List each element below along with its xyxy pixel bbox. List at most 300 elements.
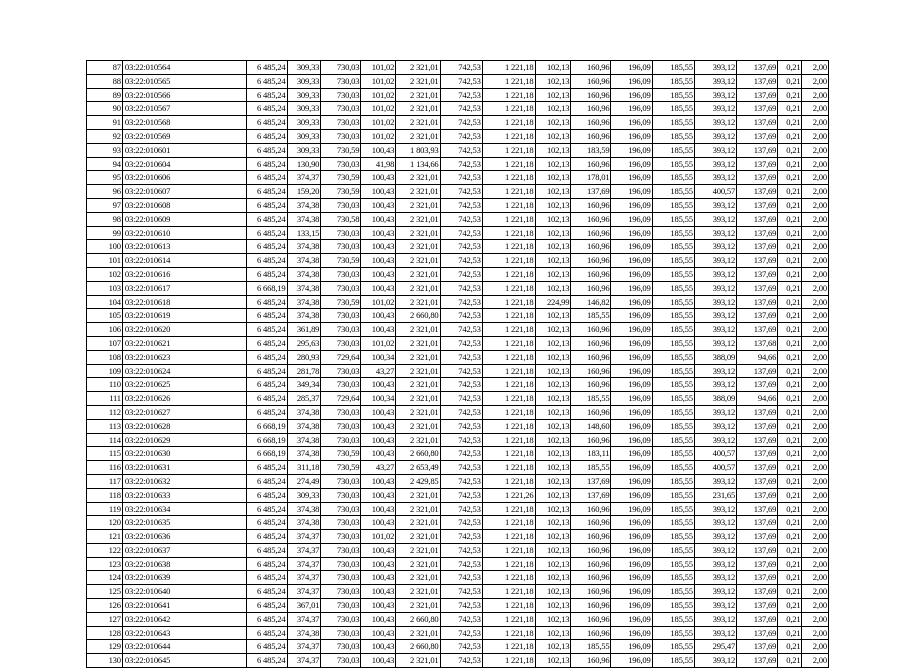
value-cell: 393,12 [694,654,736,668]
table-row [87,419,829,433]
value-cell: 100,43 [361,185,396,199]
value-cell: 1 221,18 [482,516,535,530]
value-cell: 393,12 [694,378,736,392]
value-cell: 374,38 [287,281,321,295]
value-cell: 100,43 [361,612,396,626]
value-cell: 393,12 [694,626,736,640]
value-cell: 137,69 [737,599,778,613]
value-cell: 374,38 [287,447,321,461]
code-cell: 03:22:010626 [122,392,247,406]
value-cell: 101,02 [361,129,396,143]
value-cell: 742,53 [440,212,482,226]
value-cell: 102,13 [535,516,571,530]
value-cell: 160,96 [571,240,611,254]
value-cell: 100,43 [361,502,396,516]
value-cell: 374,38 [287,405,321,419]
value-cell: 2,00 [802,212,829,226]
value-cell: 1 221,18 [482,240,535,254]
value-cell: 102,13 [535,143,571,157]
value-cell: 742,53 [440,640,482,654]
value-cell: 160,96 [571,226,611,240]
row-number-cell: 126 [87,599,123,613]
value-cell: 0,21 [778,654,802,668]
value-cell: 2,00 [802,350,829,364]
value-cell: 0,21 [778,240,802,254]
value-cell: 2 321,01 [396,516,440,530]
value-cell: 374,37 [287,571,321,585]
value-cell: 730,03 [321,267,361,281]
value-cell: 6 485,24 [247,267,287,281]
value-cell: 2 321,01 [396,171,440,185]
value-cell: 309,33 [287,74,321,88]
value-cell: 2,00 [802,543,829,557]
table-row [87,626,829,640]
code-cell: 03:22:010614 [122,254,247,268]
row-number-cell: 127 [87,612,123,626]
value-cell: 393,12 [694,336,736,350]
value-cell: 137,69 [737,543,778,557]
value-cell: 274,49 [287,474,321,488]
value-cell: 100,43 [361,599,396,613]
value-cell: 400,57 [694,447,736,461]
value-cell: 137,69 [737,267,778,281]
value-cell: 137,69 [737,74,778,88]
value-cell: 137,69 [737,309,778,323]
value-cell: 742,53 [440,654,482,668]
value-cell: 196,09 [611,212,652,226]
value-cell: 393,12 [694,143,736,157]
row-number-cell: 116 [87,461,123,475]
value-cell: 185,55 [652,378,694,392]
value-cell: 2,00 [802,461,829,475]
table-row [87,88,829,102]
row-number-cell: 103 [87,281,123,295]
value-cell: 102,13 [535,171,571,185]
value-cell: 742,53 [440,102,482,116]
value-cell: 2,00 [802,240,829,254]
value-cell: 374,37 [287,530,321,544]
code-cell: 03:22:010620 [122,323,247,337]
value-cell: 133,15 [287,226,321,240]
value-cell: 160,96 [571,626,611,640]
value-cell: 196,09 [611,281,652,295]
value-cell: 393,12 [694,254,736,268]
code-cell: 03:22:010634 [122,502,247,516]
value-cell: 6 485,24 [247,336,287,350]
value-cell: 6 485,24 [247,474,287,488]
value-cell: 730,03 [321,599,361,613]
value-cell: 2 321,01 [396,185,440,199]
value-cell: 730,03 [321,612,361,626]
value-cell: 2,00 [802,571,829,585]
value-cell: 196,09 [611,612,652,626]
value-cell: 730,03 [321,240,361,254]
value-cell: 0,21 [778,185,802,199]
value-cell: 185,55 [652,323,694,337]
value-cell: 160,96 [571,198,611,212]
value-cell: 393,12 [694,267,736,281]
value-cell: 742,53 [440,433,482,447]
value-cell: 2 321,01 [396,502,440,516]
value-cell: 137,69 [737,185,778,199]
value-cell: 160,96 [571,502,611,516]
value-cell: 2,00 [802,530,829,544]
value-cell: 137,69 [737,405,778,419]
value-cell: 137,69 [737,378,778,392]
value-cell: 94,66 [737,350,778,364]
row-number-cell: 115 [87,447,123,461]
value-cell: 102,13 [535,461,571,475]
code-cell: 03:22:010628 [122,419,247,433]
value-cell: 137,68 [737,336,778,350]
value-cell: 388,09 [694,392,736,406]
table-row [87,364,829,378]
value-cell: 137,69 [737,640,778,654]
value-cell: 101,02 [361,61,396,75]
value-cell: 0,21 [778,488,802,502]
value-cell: 196,09 [611,350,652,364]
value-cell: 1 221,18 [482,198,535,212]
code-cell: 03:22:010623 [122,350,247,364]
code-cell: 03:22:010601 [122,143,247,157]
value-cell: 2,00 [802,336,829,350]
row-number-cell: 120 [87,516,123,530]
code-cell: 03:22:010637 [122,543,247,557]
value-cell: 281,78 [287,364,321,378]
row-number-cell: 94 [87,157,123,171]
table-row [87,336,829,350]
value-cell: 102,13 [535,364,571,378]
value-cell: 185,55 [652,295,694,309]
value-cell: 374,38 [287,419,321,433]
value-cell: 100,43 [361,405,396,419]
row-number-cell: 124 [87,571,123,585]
value-cell: 160,96 [571,116,611,130]
value-cell: 1 221,18 [482,116,535,130]
table-row [87,74,829,88]
value-cell: 730,03 [321,502,361,516]
row-number-cell: 125 [87,585,123,599]
value-cell: 730,59 [321,143,361,157]
value-cell: 100,43 [361,171,396,185]
code-cell: 03:22:010643 [122,626,247,640]
value-cell: 2 321,01 [396,212,440,226]
value-cell: 2,00 [802,599,829,613]
value-cell: 393,12 [694,295,736,309]
value-cell: 196,09 [611,654,652,668]
value-cell: 2,00 [802,102,829,116]
table-row [87,571,829,585]
value-cell: 729,64 [321,350,361,364]
value-cell: 730,03 [321,157,361,171]
value-cell: 2,00 [802,281,829,295]
value-cell: 0,21 [778,309,802,323]
value-cell: 100,43 [361,267,396,281]
value-cell: 137,69 [737,571,778,585]
value-cell: 374,38 [287,212,321,226]
value-cell: 2,00 [802,157,829,171]
value-cell: 137,69 [737,585,778,599]
value-cell: 0,21 [778,557,802,571]
value-cell: 2,00 [802,364,829,378]
value-cell: 196,09 [611,433,652,447]
value-cell: 400,57 [694,185,736,199]
value-cell: 730,59 [321,461,361,475]
value-cell: 2,00 [802,323,829,337]
value-cell: 6 485,24 [247,212,287,226]
value-cell: 374,37 [287,557,321,571]
value-cell: 2 321,01 [396,74,440,88]
value-cell: 0,21 [778,530,802,544]
value-cell: 185,55 [652,599,694,613]
value-cell: 730,59 [321,447,361,461]
value-cell: 102,13 [535,585,571,599]
value-cell: 393,12 [694,129,736,143]
value-cell: 1 221,18 [482,626,535,640]
value-cell: 196,09 [611,240,652,254]
value-cell: 6 485,24 [247,61,287,75]
value-cell: 196,09 [611,419,652,433]
value-cell: 2,00 [802,254,829,268]
value-cell: 100,43 [361,281,396,295]
value-cell: 374,38 [287,516,321,530]
code-cell: 03:22:010642 [122,612,247,626]
table-row [87,198,829,212]
code-cell: 03:22:010565 [122,74,247,88]
value-cell: 6 485,24 [247,185,287,199]
value-cell: 742,53 [440,571,482,585]
value-cell: 742,53 [440,502,482,516]
value-cell: 102,13 [535,612,571,626]
value-cell: 2 321,01 [396,626,440,640]
value-cell: 100,34 [361,350,396,364]
value-cell: 2,00 [802,378,829,392]
value-cell: 102,13 [535,474,571,488]
table-row [87,530,829,544]
value-cell: 2 660,80 [396,612,440,626]
value-cell: 2,00 [802,309,829,323]
value-cell: 742,53 [440,392,482,406]
value-cell: 196,09 [611,157,652,171]
value-cell: 100,43 [361,543,396,557]
value-cell: 6 485,24 [247,378,287,392]
row-number-cell: 102 [87,267,123,281]
code-cell: 03:22:010568 [122,116,247,130]
value-cell: 160,96 [571,61,611,75]
value-cell: 1 221,18 [482,474,535,488]
value-cell: 2,00 [802,419,829,433]
value-cell: 185,55 [652,198,694,212]
value-cell: 1 221,18 [482,392,535,406]
code-cell: 03:22:010636 [122,530,247,544]
table-row [87,143,829,157]
row-number-cell: 91 [87,116,123,130]
value-cell: 742,53 [440,516,482,530]
table-row [87,640,829,654]
value-cell: 137,69 [737,116,778,130]
value-cell: 6 485,24 [247,585,287,599]
value-cell: 160,96 [571,102,611,116]
value-cell: 6 485,24 [247,74,287,88]
value-cell: 6 485,24 [247,640,287,654]
value-cell: 137,69 [737,212,778,226]
row-number-cell: 111 [87,392,123,406]
value-cell: 2 321,01 [396,198,440,212]
value-cell: 6 485,24 [247,129,287,143]
value-cell: 137,69 [737,612,778,626]
value-cell: 742,53 [440,74,482,88]
value-cell: 160,96 [571,557,611,571]
value-cell: 102,13 [535,571,571,585]
value-cell: 137,69 [737,61,778,75]
value-cell: 1 221,18 [482,185,535,199]
value-cell: 730,03 [321,88,361,102]
table-row [87,323,829,337]
value-cell: 2,00 [802,474,829,488]
value-cell: 160,96 [571,323,611,337]
value-cell: 100,43 [361,640,396,654]
value-cell: 2,00 [802,171,829,185]
value-cell: 185,55 [652,254,694,268]
value-cell: 393,12 [694,88,736,102]
value-cell: 393,12 [694,599,736,613]
row-number-cell: 118 [87,488,123,502]
value-cell: 185,55 [652,88,694,102]
value-cell: 742,53 [440,129,482,143]
value-cell: 295,47 [694,640,736,654]
value-cell: 196,09 [611,392,652,406]
table-row [87,185,829,199]
value-cell: 742,53 [440,419,482,433]
value-cell: 185,55 [652,516,694,530]
value-cell: 137,69 [737,557,778,571]
value-cell: 185,55 [652,530,694,544]
value-cell: 742,53 [440,557,482,571]
value-cell: 730,03 [321,516,361,530]
value-cell: 730,03 [321,433,361,447]
value-cell: 730,03 [321,530,361,544]
value-cell: 730,03 [321,102,361,116]
value-cell: 196,09 [611,461,652,475]
value-cell: 2 660,80 [396,640,440,654]
value-cell: 43,27 [361,364,396,378]
value-cell: 6 485,24 [247,295,287,309]
value-cell: 102,13 [535,392,571,406]
value-cell: 6 485,24 [247,654,287,668]
value-cell: 160,96 [571,336,611,350]
value-cell: 730,03 [321,405,361,419]
value-cell: 1 221,18 [482,171,535,185]
value-cell: 6 485,24 [247,171,287,185]
value-cell: 185,55 [652,364,694,378]
code-cell: 03:22:010617 [122,281,247,295]
value-cell: 196,09 [611,171,652,185]
value-cell: 160,96 [571,129,611,143]
value-cell: 0,21 [778,433,802,447]
value-cell: 148,60 [571,419,611,433]
value-cell: 374,38 [287,502,321,516]
value-cell: 0,21 [778,116,802,130]
value-cell: 730,03 [321,557,361,571]
value-cell: 100,43 [361,309,396,323]
value-cell: 196,09 [611,543,652,557]
value-cell: 160,96 [571,254,611,268]
value-cell: 742,53 [440,350,482,364]
value-cell: 137,69 [737,447,778,461]
value-cell: 730,03 [321,309,361,323]
value-cell: 0,21 [778,392,802,406]
value-cell: 2 321,01 [396,571,440,585]
value-cell: 185,55 [652,350,694,364]
value-cell: 185,55 [652,626,694,640]
row-number-cell: 89 [87,88,123,102]
row-number-cell: 123 [87,557,123,571]
value-cell: 2 321,01 [396,61,440,75]
value-cell: 102,13 [535,240,571,254]
value-cell: 101,02 [361,102,396,116]
row-number-cell: 128 [87,626,123,640]
value-cell: 1 221,18 [482,585,535,599]
value-cell: 6 485,24 [247,364,287,378]
value-cell: 374,37 [287,585,321,599]
value-cell: 137,69 [737,516,778,530]
value-cell: 100,43 [361,323,396,337]
code-cell: 03:22:010641 [122,599,247,613]
value-cell: 101,02 [361,74,396,88]
value-cell: 101,02 [361,116,396,130]
value-cell: 102,13 [535,502,571,516]
value-cell: 102,13 [535,543,571,557]
value-cell: 393,12 [694,309,736,323]
code-cell: 03:22:010627 [122,405,247,419]
value-cell: 1 221,18 [482,599,535,613]
value-cell: 2 321,01 [396,336,440,350]
value-cell: 196,09 [611,116,652,130]
value-cell: 2 321,01 [396,240,440,254]
value-cell: 374,38 [287,267,321,281]
value-cell: 6 668,19 [247,419,287,433]
value-cell: 160,96 [571,405,611,419]
value-cell: 137,69 [737,143,778,157]
value-cell: 185,55 [652,157,694,171]
value-cell: 102,13 [535,212,571,226]
value-cell: 185,55 [652,488,694,502]
value-cell: 137,69 [737,157,778,171]
code-cell: 03:22:010644 [122,640,247,654]
value-cell: 160,96 [571,281,611,295]
value-cell: 393,12 [694,226,736,240]
value-cell: 137,69 [737,88,778,102]
value-cell: 2 321,01 [396,116,440,130]
value-cell: 730,03 [321,543,361,557]
value-cell: 742,53 [440,295,482,309]
value-cell: 393,12 [694,281,736,295]
value-cell: 0,21 [778,267,802,281]
value-cell: 1 221,18 [482,143,535,157]
table-row [87,557,829,571]
value-cell: 196,09 [611,267,652,281]
row-number-cell: 101 [87,254,123,268]
value-cell: 1 221,18 [482,61,535,75]
value-cell: 185,55 [652,336,694,350]
code-cell: 03:22:010631 [122,461,247,475]
value-cell: 6 485,24 [247,143,287,157]
value-cell: 100,43 [361,488,396,502]
value-cell: 393,12 [694,419,736,433]
value-cell: 196,09 [611,61,652,75]
value-cell: 742,53 [440,488,482,502]
value-cell: 102,13 [535,626,571,640]
